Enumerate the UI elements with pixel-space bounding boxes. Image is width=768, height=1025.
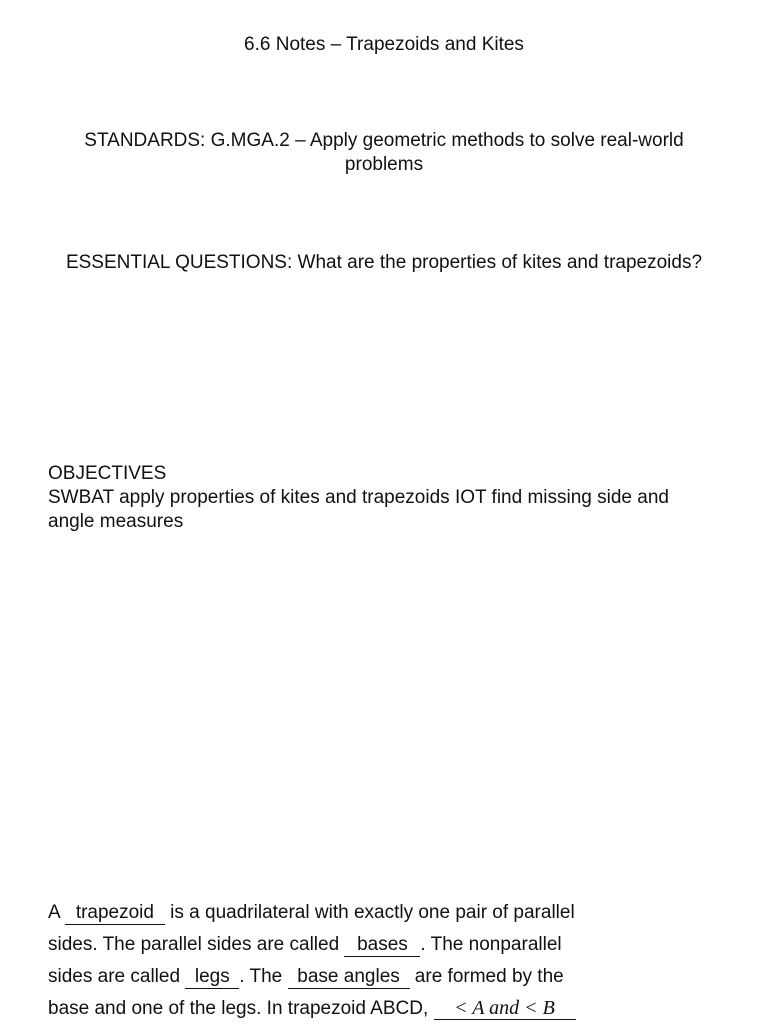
objectives-line-2: angle measures bbox=[48, 511, 184, 532]
standards-line-2: problems bbox=[344, 154, 424, 175]
definition-text: are formed by the bbox=[409, 966, 564, 987]
definition-line-1 bbox=[48, 897, 576, 929]
standards-line-1: STANDARDS: G.MGA.2 – Apply geometric methods to solve real-world bbox=[84, 130, 684, 151]
definition-text: . The nonparallel bbox=[420, 934, 562, 955]
definition-line-3 bbox=[48, 961, 576, 993]
fill-in-blank-legs: legs bbox=[185, 966, 239, 989]
definition-line-2 bbox=[48, 929, 576, 961]
trapezoid-definition bbox=[48, 897, 576, 1025]
standards-section bbox=[0, 129, 768, 177]
definition-text: base and one of the legs. In trapezoid ABCD, bbox=[48, 998, 434, 1019]
fill-in-blank-base-angles: base angles bbox=[288, 966, 410, 989]
definition-text: sides. The parallel sides are called bbox=[48, 934, 345, 955]
definition-line-4 bbox=[48, 993, 576, 1025]
definition-text: is a quadrilateral with exactly one pair of parallel bbox=[164, 902, 575, 923]
objectives-section bbox=[48, 462, 669, 534]
fill-in-blank-bases: bases bbox=[344, 934, 420, 957]
essential-questions: ESSENTIAL QUESTIONS: What are the properties of kites and trapezoids? bbox=[65, 252, 703, 273]
definition-text: . The bbox=[239, 966, 288, 987]
definition-text: A bbox=[48, 902, 60, 923]
page-title: 6.6 Notes – Trapezoids and Kites bbox=[244, 34, 524, 55]
definition-text: sides are called bbox=[48, 966, 186, 987]
objectives-heading: OBJECTIVES bbox=[48, 463, 167, 484]
objectives-line-1: SWBAT apply properties of kites and trapezoids IOT find missing side and bbox=[48, 487, 669, 508]
fill-in-blank-trapezoid: trapezoid bbox=[65, 902, 165, 925]
fill-in-blank-angles: < A and < B bbox=[434, 997, 576, 1020]
